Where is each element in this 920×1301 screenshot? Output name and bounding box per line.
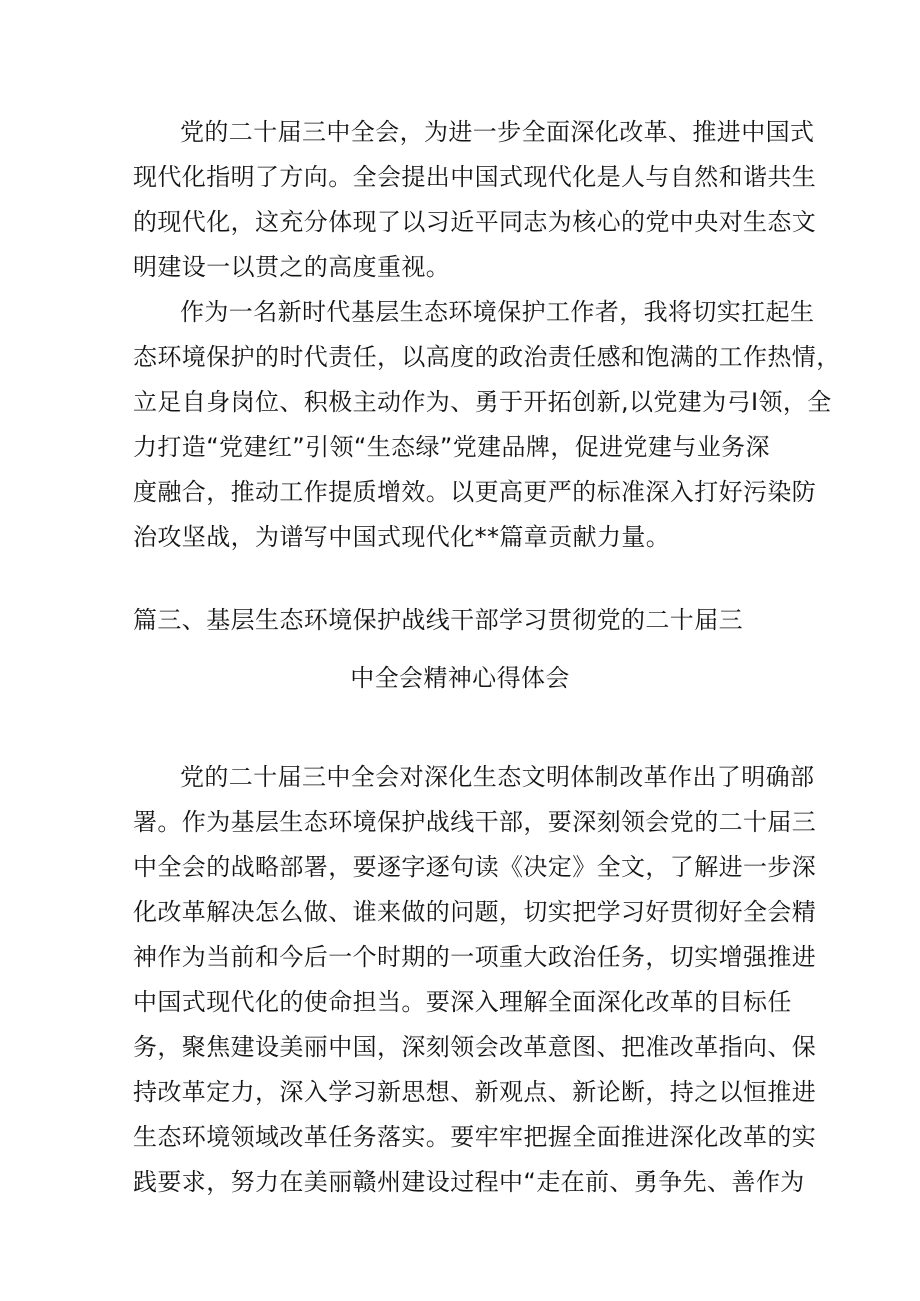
paragraph-1-line-4: 明建设一以贯之的高度重视。 — [133, 253, 451, 281]
paragraph-1-line-1: 党的二十届三中全会，为进一步全面深化改革、推进中国式 — [180, 118, 815, 146]
paragraph-3-line-5: 神作为当前和今后一个时期的一项重大政治任务，切实增强推进 — [133, 943, 817, 971]
paragraph-3-line-9: 生态环境领域改革任务落实。要牢牢把握全面推进深化改革的实 — [133, 1123, 817, 1151]
paragraph-2-line-2: 态环境保护的时代责任，以高度的政治责任感和饱满的工作热情， — [133, 343, 841, 371]
paragraph-3-line-7: 务，聚焦建设美丽中国，深刻领会改革意图、把准改革指向、保 — [133, 1033, 817, 1061]
paragraph-3-line-2: 署。作为基层生态环境保护战线干部，要深刻领会党的二十届三 — [133, 808, 817, 836]
paragraph-2-line-5: 度融合，推动工作提质增效。以更高更严的标准深入打好污染防 — [133, 478, 817, 506]
paragraph-3-line-3: 中全会的战略部署，要逐字逐句读《决定》全文，了解进一步深 — [133, 853, 817, 881]
paragraph-3-line-10: 践要求，努力在美丽赣州建设过程中“走在前、勇争先、善作为 — [133, 1168, 805, 1196]
paragraph-3-line-4: 化改革解决怎么做、谁来做的问题，切实把学习好贯彻好全会精 — [133, 898, 817, 926]
paragraph-3-line-6: 中国式现代化的使命担当。要深入理解全面深化改革的目标任 — [133, 988, 792, 1016]
paragraph-1-line-2: 现代化指明了方向。全会提出中国式现代化是人与自然和谐共生 — [133, 163, 817, 191]
paragraph-3-line-1: 党的二十届三中全会对深化生态文明体制改革作出了明确部 — [180, 763, 815, 791]
paragraph-2-line-4: 力打造“党建红”引领“生态绿”党建品牌，促进党建与业务深 — [133, 433, 770, 461]
heading-line-2: 中全会精神心得体会 — [350, 664, 570, 692]
paragraph-2-line-3: 立足自身岗位、积极主动作为、勇于开拓创新,以党建为弓I领，全 — [133, 388, 832, 416]
heading-line-1: 篇三、基层生态环境保护战线干部学习贯彻党的二十届三 — [133, 606, 743, 634]
paragraph-1-line-3: 的现代化，这充分体现了以习近平同志为核心的党中央对生态文 — [133, 208, 817, 236]
paragraph-2-line-6: 治攻坚战，为谱写中国式现代化**篇章贡献力量。 — [133, 523, 671, 551]
paragraph-3-line-8: 持改革定力，深入学习新思想、新观点、新论断，持之以恒推进 — [133, 1078, 817, 1106]
paragraph-2-line-1: 作为一名新时代基层生态环境保护工作者，我将切实扛起生 — [180, 298, 815, 326]
